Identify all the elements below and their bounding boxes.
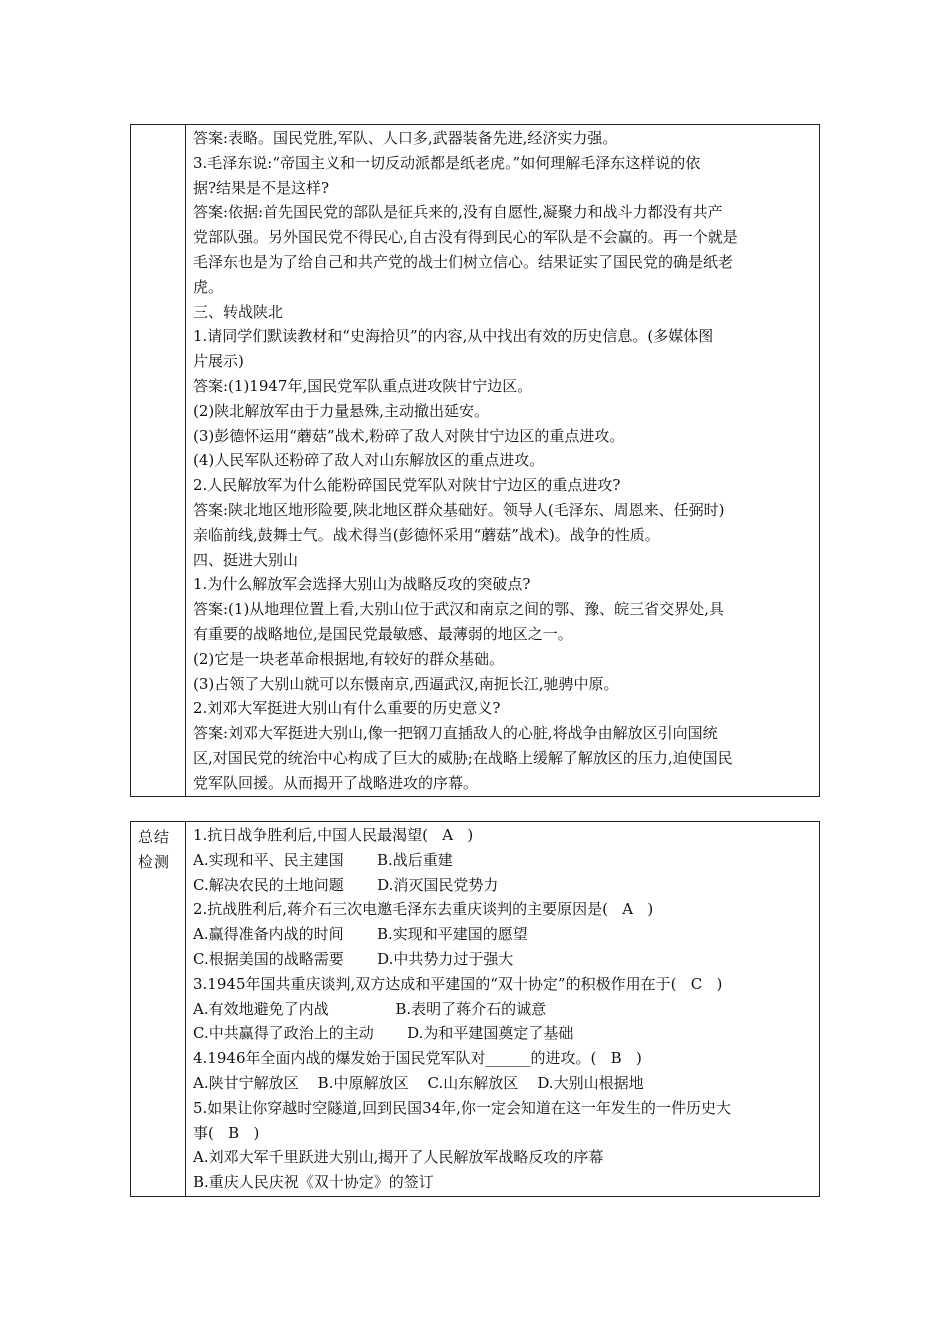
text-line: 2.人民解放军为什么能粉碎国民党军队对陕甘宁边区的重点进攻? bbox=[193, 476, 621, 495]
text-line: (2)它是一块老革命根据地,有较好的群众基础。 bbox=[193, 649, 505, 668]
text-line: 1.请同学们默读教材和“史海拾贝”的内容,从中找出有效的历史信息。(多媒体图 bbox=[193, 327, 714, 346]
text-line: 党部队强。另外国民党不得民心,自古没有得到民心的军队是不会赢的。再一个就是 bbox=[193, 228, 738, 247]
option-line: A.实现和平、民主建国 B.战后重建 bbox=[193, 850, 453, 869]
label-column bbox=[131, 125, 186, 796]
option-line: A.陕甘宁解放区 B.中原解放区 C.山东解放区 D.大别山根据地 bbox=[193, 1073, 644, 1092]
text-line: (3)占领了大别山就可以东慑南京,西逼武汉,南扼长江,驰骋中原。 bbox=[193, 674, 619, 693]
text-line: 虎。 bbox=[193, 277, 224, 296]
section-heading: 四、挺进大别山 bbox=[193, 550, 299, 569]
quiz-content bbox=[193, 823, 813, 1195]
text-line: (4)人民军队还粉碎了敌人对山东解放区的重点进攻。 bbox=[193, 451, 545, 470]
text-line: 答案:表略。国民党胜,军队、人口多,武器装备先进,经济实力强。 bbox=[193, 129, 618, 147]
question-line: 1.抗日战争胜利后,中国人民最渴望( A ) bbox=[193, 826, 474, 844]
text-line: 答案:(1)从地理位置上看,大别山位于武汉和南京之间的鄂、豫、皖三省交界处,具 bbox=[193, 600, 724, 619]
text-line: 1.为什么解放军会选择大别山为战略反攻的突破点? bbox=[193, 575, 531, 594]
text-line: 有重要的战略地位,是国民党最敏感、最薄弱的地区之一。 bbox=[193, 624, 573, 643]
text-line: 答案:刘邓大军挺进大别山,像一把钢刀直插敌人的心脏,将战争由解放区引向国统 bbox=[193, 724, 718, 743]
text-line: 区,对国民党的统治中心构成了巨大的威胁;在战略上缓解了解放区的压力,迫使国民 bbox=[193, 748, 733, 767]
text-line: 亲临前线,鼓舞士气。战术得当(彭德怀采用“蘑菇”战术)。战争的性质。 bbox=[193, 525, 660, 544]
text-line: 答案:依据:首先国民党的部队是征兵来的,没有自愿性,凝聚力和战斗力都没有共产 bbox=[193, 203, 723, 222]
question-line: 5.如果让你穿越时空隧道,回到民国34年,你一定会知道在这一年发生的一件历史大 bbox=[193, 1098, 731, 1117]
text-line: 毛泽东也是为了给自己和共产党的战士们树立信心。结果证实了国民党的确是纸老 bbox=[193, 252, 734, 271]
text-line: 3.毛泽东说:“帝国主义和一切反动派都是纸老虎。”如何理解毛泽东这样说的依 bbox=[193, 153, 701, 172]
question-line: 2.抗战胜利后,蒋介石三次电邀毛泽东去重庆谈判的主要原因是( A ) bbox=[193, 900, 654, 919]
question-line: 4.1946年全面内战的爆发始于国民党军队对______的进攻。( B ) bbox=[193, 1049, 642, 1068]
text-line: (3)彭德怀运用“蘑菇”战术,粉碎了敌人对陕甘宁边区的重点进攻。 bbox=[193, 426, 625, 445]
section-label bbox=[131, 822, 185, 875]
option-line: B.重庆人民庆祝《双十协定》的签订 bbox=[193, 1173, 434, 1192]
option-line: A.赢得准备内战的时间 B.实现和平建国的愿望 bbox=[193, 925, 528, 944]
answers-table bbox=[130, 124, 820, 797]
label-line: 检测 bbox=[138, 853, 171, 871]
text-line: 据?结果是不是这样? bbox=[193, 178, 330, 197]
question-line: 3.1945年国共重庆谈判,双方达成和平建国的“双十协定”的积极作用在于( C ) bbox=[193, 974, 723, 993]
option-line: C.中共赢得了政治上的主动 D.为和平建国奠定了基础 bbox=[193, 1024, 574, 1043]
label-line: 总结 bbox=[138, 828, 171, 846]
text-line: 答案:(1)1947年,国民党军队重点进攻陕甘宁边区。 bbox=[193, 376, 533, 395]
option-line: A.有效地避免了内战 B.表明了蒋介石的诚意 bbox=[193, 999, 547, 1018]
section-heading: 三、转战陕北 bbox=[193, 302, 284, 321]
option-line: C.根据美国的战略需要 D.中共势力过于强大 bbox=[193, 949, 514, 968]
summary-test-table bbox=[130, 821, 820, 1197]
text-line: 2.刘邓大军挺进大别山有什么重要的历史意义? bbox=[193, 699, 501, 718]
section-label bbox=[131, 125, 185, 128]
text-line: 片展示) bbox=[193, 352, 244, 371]
question-line: 事( B ) bbox=[193, 1123, 260, 1142]
option-line: A.刘邓大军千里跃进大别山,揭开了人民解放军战略反攻的序幕 bbox=[193, 1148, 604, 1167]
answers-content bbox=[193, 126, 813, 796]
text-line: 党军队回援。从而揭开了战略进攻的序幕。 bbox=[193, 773, 479, 792]
option-line: C.解决农民的土地问题 D.消灭国民党势力 bbox=[193, 875, 499, 894]
text-line: (2)陕北解放军由于力量悬殊,主动撤出延安。 bbox=[193, 401, 490, 420]
text-line: 答案:陕北地区地形险要,陕北地区群众基础好。领导人(毛泽东、周恩来、任弼时) bbox=[193, 500, 725, 519]
label-column bbox=[131, 822, 186, 1196]
